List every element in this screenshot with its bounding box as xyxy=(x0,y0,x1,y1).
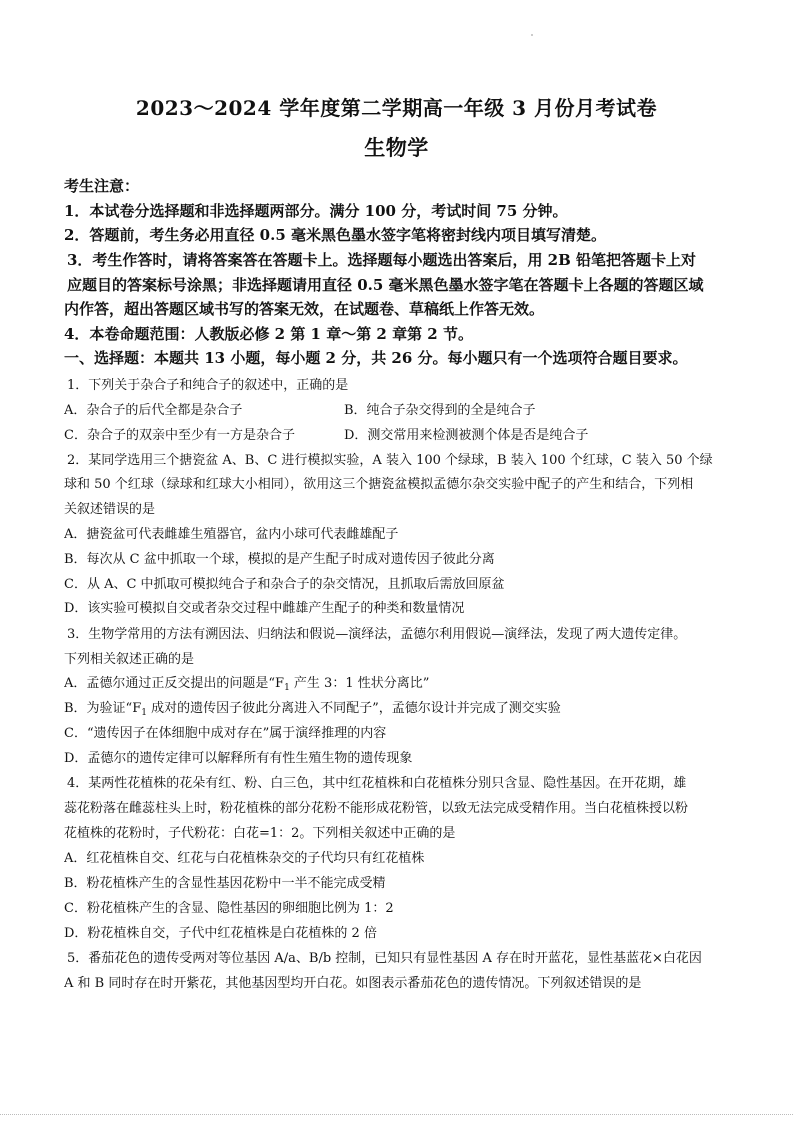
q2-stem-line-2: 球和 50 个红球（绿球和红球大小相同），欲用这三个搪瓷盆模拟孟德尔杂交实验中配子的产生和结合，下列相 xyxy=(64,477,694,492)
q3-option-a-subscript: 1 xyxy=(284,683,290,693)
q1-options-row-1 xyxy=(64,399,734,418)
q1-options-row-2 xyxy=(64,424,734,443)
notice-item-2: 2．答题前，考生务必用直径 0.5 毫米黑色墨水签字笔将密封线内项目填写清楚。 xyxy=(64,226,606,244)
q3-option-d: D．孟德尔的遗传定律可以解释所有有性生殖生物的遗传现象 xyxy=(64,751,413,766)
q2-stem-line-3: 关叙述错误的是 xyxy=(64,502,156,517)
q1-option-d: D．测交常用来检测被测个体是否是纯合子 xyxy=(344,428,589,443)
notice-item-1: 1．本试卷分选择题和非选择题两部分。满分 100 分，考试时间 75 分钟。 xyxy=(64,202,568,220)
q4-option-c: C．粉花植株产生的含显、隐性基因的卵细胞比例为 1：2 xyxy=(64,901,394,916)
q1-stem: 1．下列关于杂合子和纯合子的叙述中，正确的是 xyxy=(67,378,349,393)
q3-option-b-pre: B．为验证“F xyxy=(64,701,142,716)
q2-option-d: D．该实验可模拟自交或者杂交过程中雌雄产生配子的种类和数量情况 xyxy=(64,601,465,616)
q2-option-c: C．从 A、C 中抓取可模拟纯合子和杂合子的杂交情况，且抓取后需放回原盆 xyxy=(64,577,505,592)
q3-option-a-pre: A．孟德尔通过正反交提出的问题是“F xyxy=(64,676,285,691)
subject-title: 生物学 xyxy=(364,135,429,160)
notice-heading: 考生注意： xyxy=(64,177,140,195)
notice-item-3-line-1: 3．考生作答时，请将答案答在答题卡上。选择题每小题选出答案后，用 2B 铅笔把答题卡上对 xyxy=(67,251,697,269)
q3-option-a-post: 产生 3：1 性状分离比” xyxy=(289,676,430,691)
q4-option-a: A．红花植株自交、红花与白花植株杂交的子代均只有红花植株 xyxy=(64,851,425,866)
q5-stem-line-2: A 和 B 同时存在时开紫花，其他基因型均开白花。如图表示番茄花色的遗传情况。下列叙述错误的是 xyxy=(64,976,642,991)
q1-option-c: C．杂合子的双亲中至少有一方是杂合子 xyxy=(64,428,295,443)
q2-option-b: B．每次从 C 盆中抓取一个球，模拟的是产生配子时成对遗传因子彼此分离 xyxy=(64,552,495,567)
q3-option-b xyxy=(64,697,734,718)
section-heading: 一、选择题：本题共 13 小题，每小题 2 分，共 26 分。每小题只有一个选项符合题目要求。 xyxy=(64,349,688,367)
q3-option-b-post: 成对的遗传因子彼此分离进入不同配子”，孟德尔设计并完成了测交实验 xyxy=(146,701,561,716)
scan-dot xyxy=(531,34,533,36)
q3-stem-line-2: 下列相关叙述正确的是 xyxy=(64,652,195,667)
notice-item-4: 4．本卷命题范围：人教版必修 2 第 1 章～第 2 章第 2 节。 xyxy=(64,325,473,343)
q4-stem-line-1: 4．某两性花植株的花朵有红、粉、白三色，其中红花植株和白花植株分别只含显、隐性基因。在开花期，雄 xyxy=(67,776,687,791)
q3-stem-line-1: 3．生物学常用的方法有溯因法、归纳法和假说—演绎法，孟德尔利用假说—演绎法，发现了两大遗传定律。 xyxy=(67,627,687,642)
q4-stem-line-3: 花植株的花粉时，子代粉花：白花=1：2。下列相关叙述中正确的是 xyxy=(64,826,456,841)
q4-option-d: D．粉花植株自交，子代中红花植株是白花植株的 2 倍 xyxy=(64,926,377,941)
q4-option-b: B．粉花植株产生的含显性基因花粉中一半不能完成受精 xyxy=(64,876,386,891)
q2-stem-line-1: 2．某同学选用三个搪瓷盆 A、B、C 进行模拟实验，A 装入 100 个绿球，B 装入 100 个红球，C 装入 50 个绿 xyxy=(67,453,713,468)
q3-option-c: C．“遗传因子在体细胞中成对存在”属于演绎推理的内容 xyxy=(64,726,387,741)
q3-option-b-subscript: 1 xyxy=(141,708,147,718)
q4-stem-line-2: 蕊花粉落在雌蕊柱头上时，粉花植株的部分花粉不能形成花粉管，以致无法完成受精作用。当白花植株授以粉 xyxy=(64,801,689,816)
q5-stem-line-1: 5．番茄花色的遗传受两对等位基因 A/a、B/b 控制，已知只有显性基因 A 存在时开蓝花，显性基蓝花×白花因 xyxy=(67,951,702,966)
q3-option-a xyxy=(64,672,734,693)
q1-option-a: A．杂合子的后代全都是杂合子 xyxy=(64,403,243,418)
notice-item-3-line-2: 应题目的答案标号涂黑；非选择题请用直径 0.5 毫米黑色墨水签字笔在答题卡上各题的答题区域 xyxy=(67,276,704,294)
q1-option-b: B．纯合子杂交得到的全是纯合子 xyxy=(344,403,536,418)
q2-option-a: A．搪瓷盆可代表雌雄生殖器官，盆内小球可代表雌雄配子 xyxy=(64,527,399,542)
page-bottom-rule xyxy=(0,1114,793,1115)
notice-item-3-line-3: 内作答，超出答题区域书写的答案无效，在试题卷、草稿纸上作答无效。 xyxy=(64,300,545,318)
exam-title: 2023～2024 学年度第二学期高一年级 3 月份月考试卷 xyxy=(135,96,658,120)
